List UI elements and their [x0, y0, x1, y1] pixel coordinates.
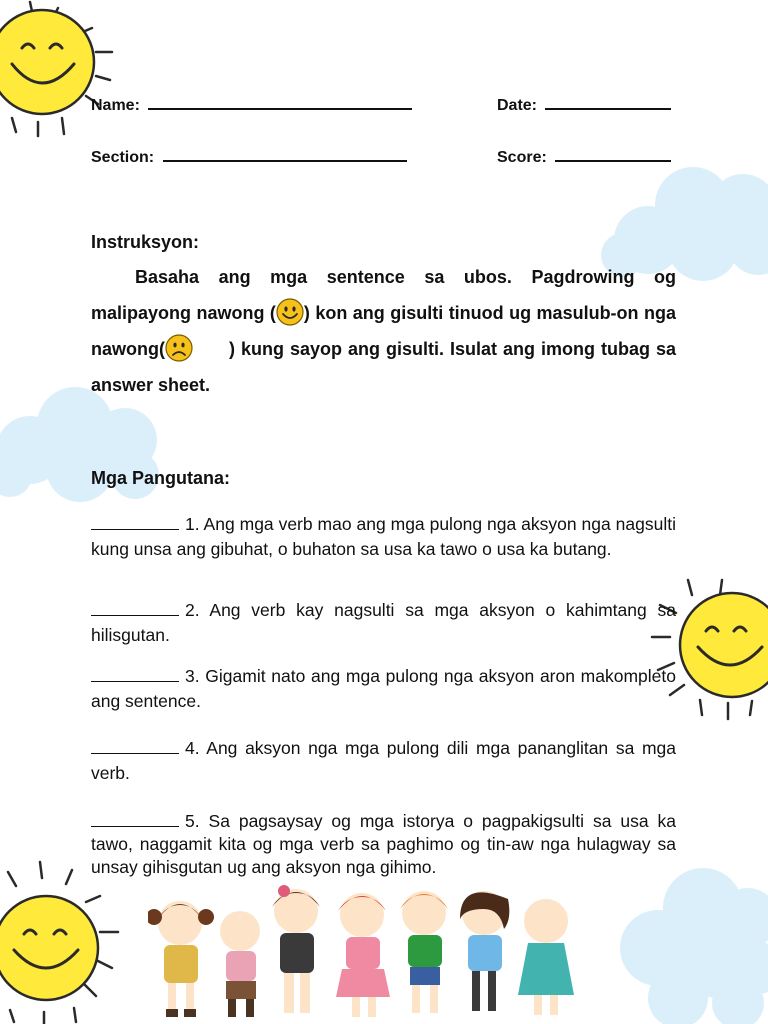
question-item-2	[91, 598, 676, 648]
sad-face-icon	[165, 334, 193, 362]
answer-blank-2[interactable]	[91, 602, 179, 616]
question-text-2: 2. Ang verb kay nagsulti sa mga aksyon o kahimtang sa hilisgutan.	[91, 600, 676, 645]
instructions-heading: Instruksyon:	[91, 232, 200, 252]
happy-face-icon	[276, 298, 304, 326]
child-figure	[336, 893, 390, 1017]
child-figure	[400, 891, 448, 1013]
name-blank-line[interactable]	[148, 94, 412, 110]
name-field[interactable]	[91, 94, 412, 115]
name-label: Name:	[91, 97, 140, 114]
answer-blank-5[interactable]	[91, 813, 179, 827]
question-text-3: 3. Gigamit nato ang mga pulong nga aksyon aron makompleto ang sentence.	[91, 666, 676, 711]
child-figure	[220, 911, 260, 1017]
child-figure	[460, 891, 509, 1011]
instructions-part3: ) kung sayop ang gisulti. Isulat ang imong tubag sa answer sheet.	[91, 339, 676, 395]
instructions-part2: ) kon ang gisulti tinuod ug masulub-on nga nawong(	[91, 303, 676, 359]
child-figure	[148, 901, 214, 1017]
question-item-3	[91, 664, 676, 714]
child-figure	[272, 885, 320, 1013]
score-blank-line[interactable]	[555, 146, 671, 162]
answer-blank-3[interactable]	[91, 668, 179, 682]
date-field[interactable]	[497, 94, 671, 115]
section-blank-line[interactable]	[163, 146, 407, 162]
section-field[interactable]	[91, 146, 407, 167]
answer-blank-4[interactable]	[91, 740, 179, 754]
instructions-part1: Basaha ang mga sentence sa ubos. Pagdrowing og malipayong nawong (	[91, 267, 676, 323]
sun-icon-bottom-left	[0, 860, 125, 1024]
question-item-1	[91, 512, 676, 562]
question-item-4	[91, 736, 676, 786]
answer-blank-1[interactable]	[91, 516, 179, 530]
question-item-5	[91, 810, 676, 879]
score-field[interactable]	[497, 146, 671, 167]
section-label: Section:	[91, 149, 155, 166]
question-text-5: 5. Sa pagsaysay og mga istorya o pagpakigsulti sa usa ka tawo, naggamit kita og mga verb sa paghimo og tin-aw nga hulagway sa unsay gihisgutan ug ang aksyon nga gihimo.	[91, 811, 676, 877]
children-illustration	[148, 885, 588, 1024]
questions-heading: Mga Pangutana:	[91, 468, 231, 488]
question-text-4: 4. Ang aksyon nga mga pulong dili mga pananglitan sa mga verb.	[91, 738, 676, 783]
cloud-icon-bottom-right	[608, 858, 768, 1024]
score-label: Score:	[497, 149, 547, 166]
question-text-1: 1. Ang mga verb mao ang mga pulong nga aksyon nga nagsulti kung unsa ang gibuhat, o buhaton sa usa ka tawo o usa ka butang.	[91, 514, 676, 559]
sun-icon-top-left	[0, 0, 125, 140]
date-blank-line[interactable]	[545, 94, 671, 110]
date-label: Date:	[497, 97, 538, 114]
child-figure	[518, 899, 574, 1015]
instructions-text	[91, 259, 676, 403]
